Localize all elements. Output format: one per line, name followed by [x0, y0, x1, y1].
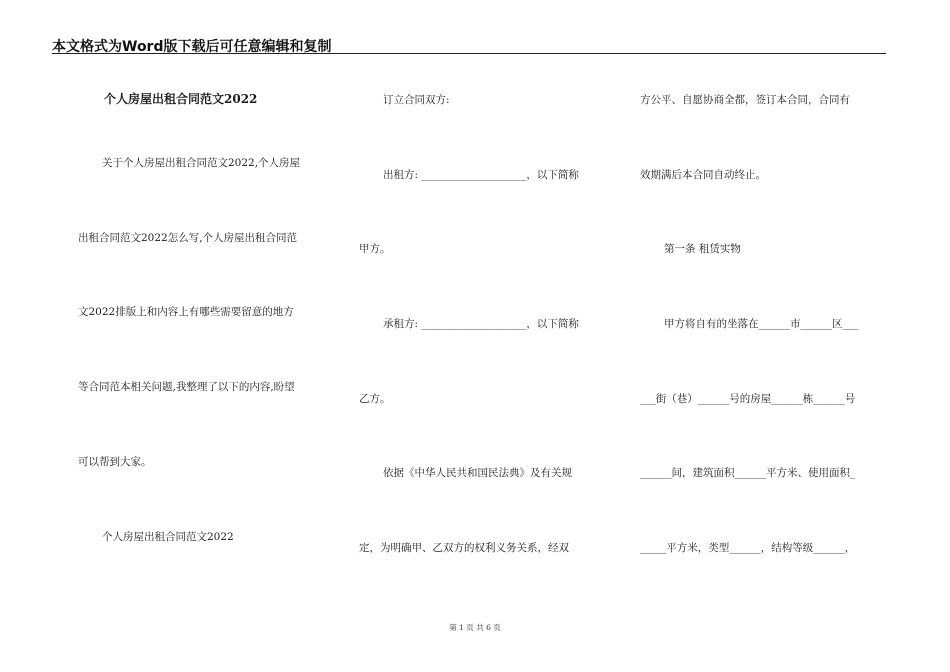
paragraph-line: 方公平、自愿协商全都，签订本合同，合同有	[640, 94, 850, 106]
document-header-title: 本文格式为Word版下载后可任意编辑和复制	[52, 39, 332, 55]
paragraph-line: 甲方将自有的坐落在______市______区___	[664, 318, 859, 330]
paragraph-line: 效期满后本合同自动终止。	[640, 169, 766, 181]
paragraph-line: 可以帮到大家。	[78, 456, 152, 468]
paragraph-line: 文2022排版上和内容上有哪些需要留意的地方	[78, 306, 294, 318]
paragraph-line: 依据《中华人民共和国民法典》及有关规	[383, 467, 572, 479]
header-divider	[52, 53, 886, 54]
paragraph-line: _____平方米，类型______，结构等级______，	[640, 542, 856, 554]
paragraph-line: 甲方。	[359, 243, 391, 255]
section-heading: 个人房屋出租合同范文2022	[102, 531, 234, 543]
paragraph-line: 出租方: ____________________，以下简称	[383, 169, 579, 181]
page-number: 第 1 页 共 6 页	[449, 623, 501, 632]
paragraph-line: ______间，建筑面积______平方米、使用面积_	[640, 467, 856, 479]
paragraph-line: 定，为明确甲、乙双方的权利义务关系，经双	[359, 542, 569, 554]
paragraph-line: 等合同范本相关问题,我整理了以下的内容,盼望	[78, 381, 295, 393]
paragraph-line: 关于个人房屋出租合同范文2022,个人房屋	[102, 157, 301, 169]
paragraph-line: 出租合同范文2022怎么写,个人房屋出租合同范	[78, 232, 298, 244]
paragraph-line: 乙方。	[359, 393, 391, 405]
section-heading: 第一条 租赁实物	[664, 243, 741, 255]
paragraph-line: ___街（巷）______号的房屋______栋______号	[640, 393, 856, 405]
paragraph-line: 承租方: ____________________，以下简称	[383, 318, 579, 330]
paragraph-line: 订立合同双方:	[383, 94, 450, 106]
document-title: 个人房屋出租合同范文2022	[104, 92, 258, 106]
